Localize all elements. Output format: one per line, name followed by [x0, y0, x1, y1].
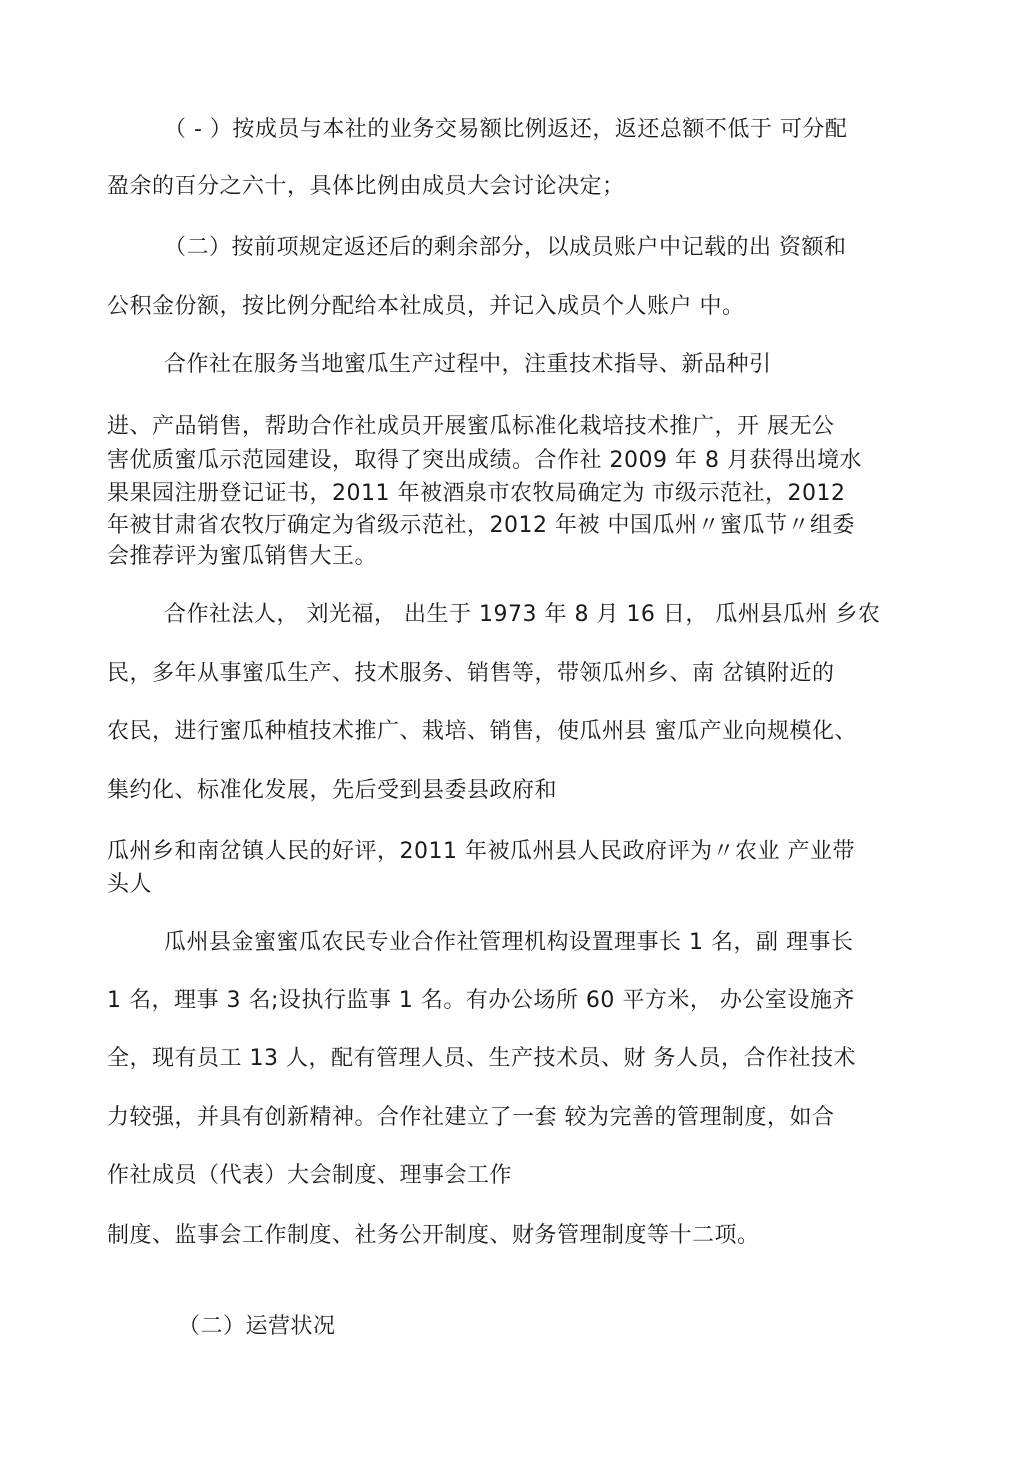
- text-line-22: 制度、监事会工作制度、社务公开制度、财务管理制度等十二项。: [107, 1223, 760, 1248]
- text-line-17: 瓜州县金蜜蜜瓜农民专业合作社管理机构设置理事长 1 名，副 理事长: [164, 930, 854, 955]
- text-line-13: 农民，进行蜜瓜种植技术推广、栽培、销售，使瓜州县 蜜瓜产业向规模化、: [107, 719, 857, 744]
- text-line-6: 进、产品销售，帮助合作社成员开展蜜瓜标准化栽培技术推广，开 展无公: [107, 414, 835, 439]
- text-line-14: 集约化、标准化发展，先后受到县委县政府和: [107, 778, 558, 803]
- text-line-1: （ - ）按成员与本社的业务交易额比例返还，返还总额不低于 可分配: [164, 117, 848, 142]
- text-line-15: 瓜州乡和南岔镇人民的好评，2011 年被瓜州县人民政府评为〃农业 产业带: [107, 839, 855, 864]
- text-line-3: （二）按前项规定返还后的剩余部分，以成员账户中记载的出 资额和: [164, 235, 847, 260]
- text-line-19: 全，现有员工 13 人，配有管理人员、生产技术员、财 务人员，合作社技术: [107, 1046, 856, 1071]
- text-line-5: 合作社在服务当地蜜瓜生产过程中，注重技术指导、新品种引: [164, 352, 772, 377]
- text-line-12: 民，多年从事蜜瓜生产、技术服务、销售等，带领瓜州乡、南 岔镇附近的: [107, 661, 835, 686]
- text-line-18: 1 名，理事 3 名;设执行监事 1 名。有办公场所 60 平方米， 办公室设施齐: [107, 988, 855, 1013]
- text-line-8: 果果园注册登记证书，2011 年被酒泉市农牧局确定为 市级示范社，2012: [107, 481, 846, 506]
- text-line-10: 会推荐评为蜜瓜销售大王。: [107, 544, 378, 569]
- text-line-7: 害优质蜜瓜示范园建设，取得了突出成绩。合作社 2009 年 8 月获得出境水: [107, 448, 862, 473]
- text-line-4: 公积金份额，按比例分配给本社成员，并记入成员个人账户 中。: [107, 294, 745, 319]
- text-line-20: 力较强，并具有创新精神。合作社建立了一套 较为完善的管理制度，如合: [107, 1105, 835, 1130]
- text-line-16: 头人: [107, 872, 153, 897]
- text-line-21: 作社成员（代表）大会制度、理事会工作: [107, 1163, 513, 1188]
- text-line-9: 年被甘肃省农牧厅确定为省级示范社，2012 年被 中国瓜州〃蜜瓜节〃组委: [107, 513, 855, 538]
- text-line-11: 合作社法人， 刘光福， 出生于 1973 年 8 月 16 日， 瓜州县瓜州 乡农: [164, 602, 881, 627]
- section-heading-operations: （二）运营状况: [178, 1314, 336, 1339]
- text-line-2: 盈余的百分之六十，具体比例由成员大会讨论决定；: [107, 174, 625, 199]
